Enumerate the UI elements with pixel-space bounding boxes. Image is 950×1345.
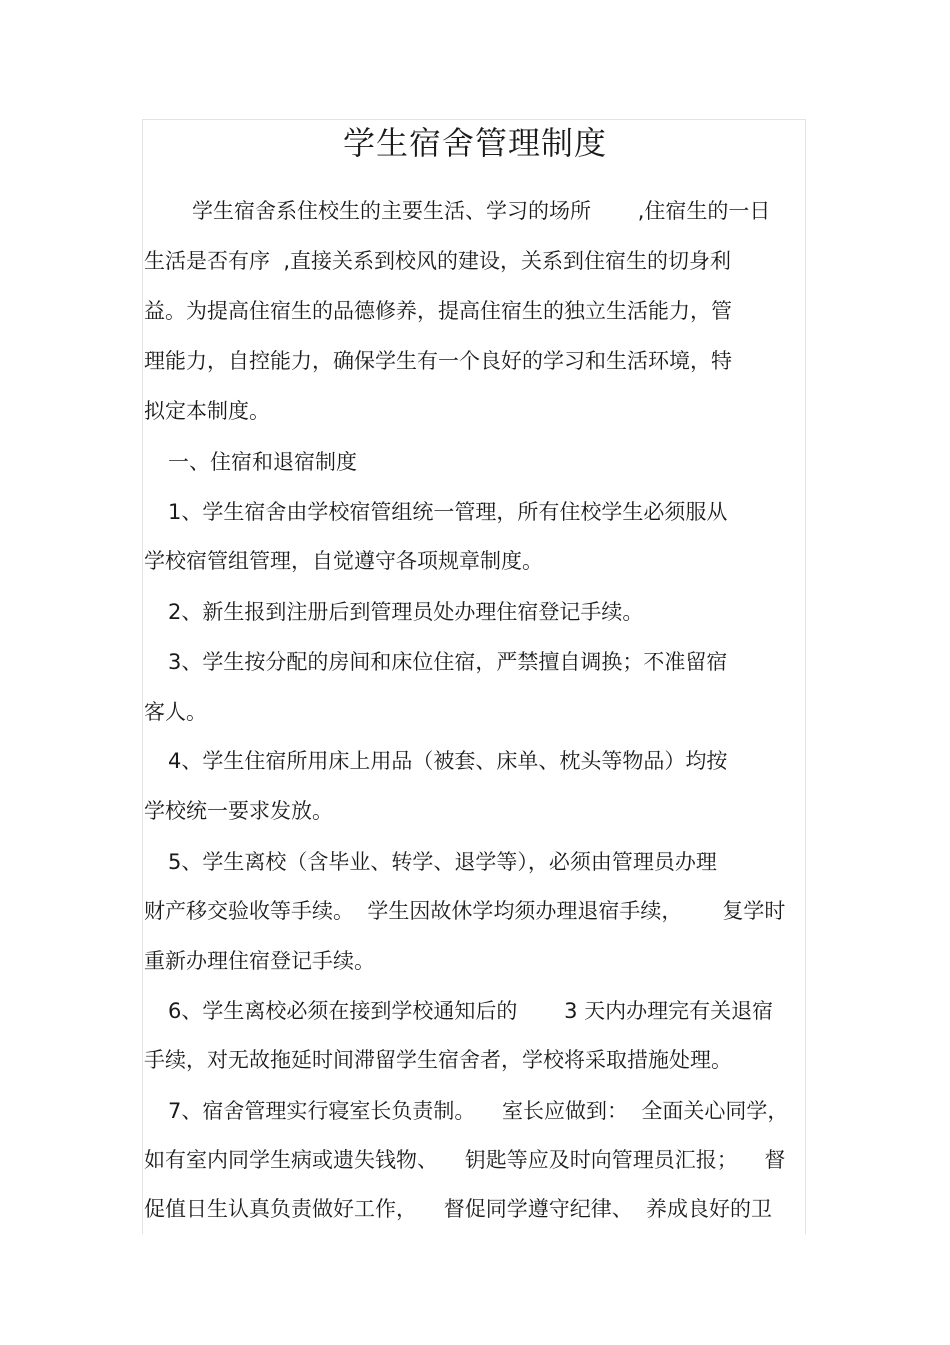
body-line: 拟定本制度。 (144, 399, 270, 423)
body-line: 生活是否有序 ,直接关系到校风的建设，关系到住宿生的切身利 (144, 249, 732, 273)
body-line: 7、宿舍管理实行寝室长负责制。 室长应做到： 全面关心同学， (168, 1099, 789, 1123)
body-line: 理能力，自控能力，确保学生有一个良好的学习和生活环境，特 (144, 349, 732, 373)
body-line: 1、学生宿舍由学校宿管组统一管理，所有住校学生必须服从 (168, 500, 728, 524)
body-line: 财产移交验收等手续。 学生因故休学均须办理退宿手续， 复学时 (144, 899, 786, 923)
document-title: 学生宿舍管理制度 (342, 124, 607, 162)
body-line: 客人。 (144, 700, 207, 724)
body-line: 益。为提高住宿生的品德修养，提高住宿生的独立生活能力，管 (144, 299, 732, 323)
body-line: 6、学生离校必须在接到学校通知后的 3 天内办理完有关退宿 (168, 999, 774, 1023)
body-line: 4、学生住宿所用床上用品（被套、床单、枕头等物品）均按 (168, 749, 728, 773)
section-heading: 一、住宿和退宿制度 (168, 450, 357, 474)
body-line: 5、学生离校（含毕业、转学、退学等），必须由管理员办理 (168, 850, 717, 874)
body-line: 2、新生报到注册后到管理员处办理住宿登记手续。 (168, 600, 644, 624)
body-line: 学校统一要求发放。 (144, 799, 333, 823)
body-line: 手续，对无故拖延时间滞留学生宿舍者，学校将采取措施处理。 (144, 1048, 732, 1072)
body-line: 如有室内同学生病或遗失钱物、 钥匙等应及时向管理员汇报； 督 (144, 1148, 786, 1172)
body-line: 学校宿管组管理，自觉遵守各项规章制度。 (144, 549, 543, 573)
body-line: 重新办理住宿登记手续。 (144, 949, 375, 973)
body-line: 学生宿舍系住校生的主要生活、学习的场所 ,住宿生的一日 (192, 199, 771, 223)
body-line: 3、学生按分配的房间和床位住宿，严禁擅自调换；不准留宿 (168, 650, 728, 674)
body-line: 促值日生认真负责做好工作， 督促同学遵守纪律、 养成良好的卫 (144, 1197, 773, 1221)
